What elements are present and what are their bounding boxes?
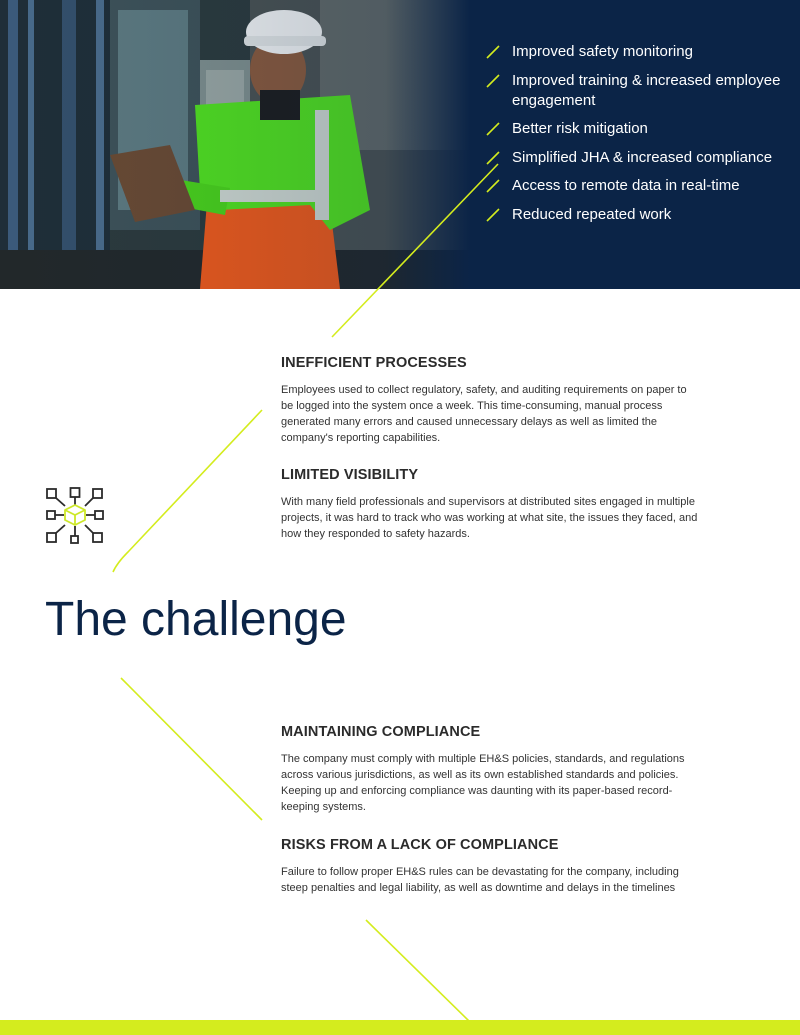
check-icon [486,45,500,59]
section-risks-lack-of-compliance [281,837,701,896]
check-icon [486,151,500,165]
benefit-item [486,205,786,225]
section-heading: INEFFICIENT PROCESSES [281,355,467,371]
section-body: Failure to follow proper EH&S rules can be devastating for the company, including steep penalties and legal liability, as well as downtime and delays in the timelines [281,866,679,894]
benefits-list [486,42,786,234]
hero-banner [0,0,800,289]
check-icon [486,179,500,193]
benefit-text: Access to remote data in real-time [512,177,740,195]
benefit-item [486,119,786,139]
footer-accent-bar [0,1020,800,1035]
check-icon [486,208,500,222]
benefit-text: Better risk mitigation [512,120,648,138]
benefit-text: Improved training & increased employee engagement [512,71,781,109]
benefit-item [486,42,786,62]
section-body: Employees used to collect regulatory, safety, and auditing requirements on paper to be logged into the system once a week. This time-consuming, manual process generated many errors and caused unnecessary delays as well as limited the company's reporting capabilities. [281,384,687,444]
section-body: The company must comply with multiple EH&S policies, standards, and regulations across various jurisdictions, as well as its own established standards and policies. Keeping up and enforcing compliance was daunting with its paper-based record-keeping systems. [281,753,685,813]
benefit-text: Improved safety monitoring [512,43,693,60]
page-title: The challenge [45,593,347,646]
section-inefficient-processes [281,355,701,446]
benefit-item [486,148,786,168]
section-heading: MAINTAINING COMPLIANCE [281,724,481,740]
benefit-text: Simplified JHA & increased compliance [512,148,773,166]
benefit-item [486,71,786,111]
network-cube-icon [45,486,105,546]
benefit-text: Reduced repeated work [512,205,672,223]
section-body: With many field professionals and supervisors at distributed sites engaged in multiple projects, it was hard to track who was working at what site, the issues they faced, and how they responded to safety hazards. [281,496,698,540]
section-maintaining-compliance [281,724,701,815]
check-icon [486,122,500,136]
check-icon [486,74,500,88]
section-limited-visibility [281,467,701,542]
section-heading: LIMITED VISIBILITY [281,467,419,483]
section-heading: RISKS FROM A LACK OF COMPLIANCE [281,837,559,853]
worker-photo [0,0,470,289]
benefit-item [486,176,786,196]
